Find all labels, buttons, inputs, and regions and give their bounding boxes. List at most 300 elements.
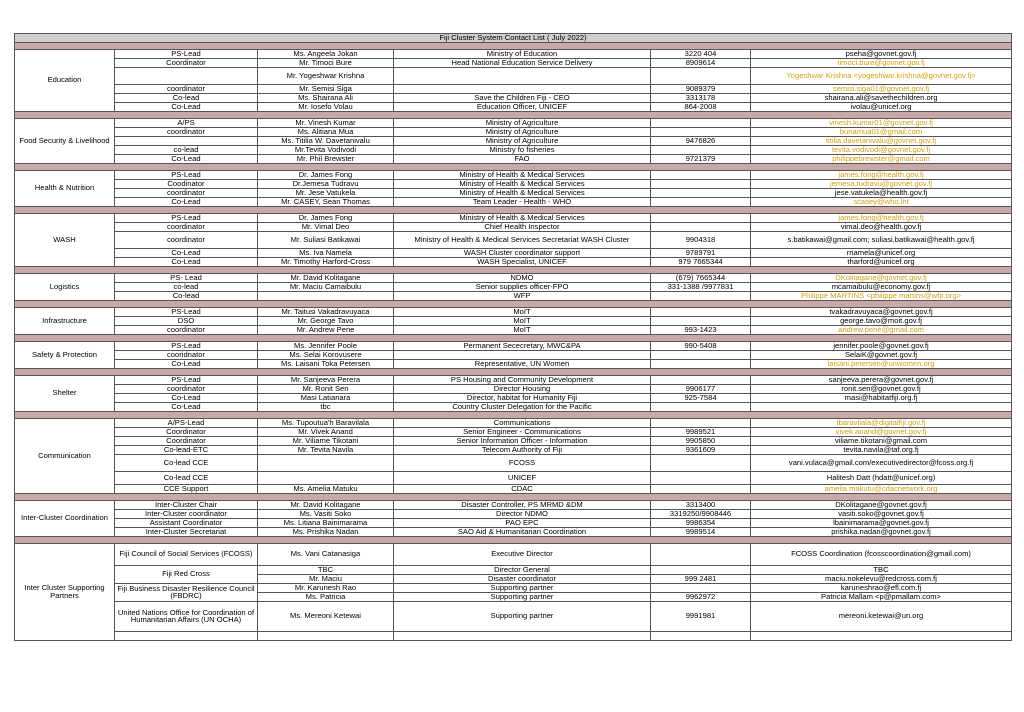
role-cell: Inter-Cluster coordinator <box>115 509 258 518</box>
email-cell: james.fong@health.gov.fj <box>751 170 1012 179</box>
role-cell: Co-Lead <box>115 393 258 402</box>
name-cell: Ms. Mereoni Ketewai <box>258 601 394 631</box>
phone-cell <box>651 471 751 484</box>
email-cell: amelia.makutu@cdacnetwork.org <box>751 484 1012 493</box>
empty-cell <box>751 631 1012 640</box>
cluster-name: Safety & Protection <box>15 341 115 368</box>
phone-cell: 9986354 <box>651 518 751 527</box>
contact-row <box>15 359 1012 368</box>
phone-cell <box>651 454 751 471</box>
contact-row <box>15 213 1012 222</box>
partner-row <box>15 601 1012 631</box>
email-cell: shairana.ali@savethechildren.org <box>751 93 1012 102</box>
role-cell: Co-lead CCE <box>115 471 258 484</box>
partner-row <box>15 543 1012 565</box>
role-cell: A/PS-Lead <box>115 418 258 427</box>
email-cell: tvakadravuyaca@govnet.gov.fj <box>751 307 1012 316</box>
contact-row <box>15 402 1012 411</box>
separator-cell <box>15 266 1012 273</box>
org-cell: Ministry of Education <box>394 49 651 58</box>
separator-cell <box>15 163 1012 170</box>
email-cell: rnamela@unicef.org <box>751 248 1012 257</box>
contact-row <box>15 471 1012 484</box>
cluster-name: Education <box>15 49 115 111</box>
org-cell: Team Leader - Health - WHO <box>394 197 651 206</box>
phone-cell <box>651 583 751 592</box>
role-cell: Coordinator <box>115 58 258 67</box>
phone-cell: 9989514 <box>651 527 751 536</box>
contact-row <box>15 154 1012 163</box>
separator-cell <box>15 42 1012 49</box>
phone-cell: 990-5408 <box>651 341 751 350</box>
org-cell: Ministry of Health & Medical Services <box>394 179 651 188</box>
separator-cell <box>15 111 1012 118</box>
cluster-name: Infrastructure <box>15 307 115 334</box>
email-cell: vinesh.kumar01@govnet.gov.fj <box>751 118 1012 127</box>
role-cell: Co-Lead <box>115 197 258 206</box>
phone-cell: 9962972 <box>651 592 751 601</box>
partner-row <box>15 583 1012 592</box>
name-cell: Ms. Alitiana Mua <box>258 127 394 136</box>
contact-row <box>15 445 1012 454</box>
name-cell: Ms. Prishika Nadan <box>258 527 394 536</box>
org-cell: Representative, UN Women <box>394 359 651 368</box>
phone-cell: 9991981 <box>651 601 751 631</box>
phone-cell <box>651 145 751 154</box>
email-cell: vasiti.soko@govnet.gov.fj <box>751 509 1012 518</box>
contact-row <box>15 179 1012 188</box>
org-cell: Save the Children Fiji - CEO <box>394 93 651 102</box>
email-cell: TBC <box>751 565 1012 574</box>
name-cell: Mr. David Kolitagane <box>258 273 394 282</box>
org-cell: PAO EPC <box>394 518 651 527</box>
role-cell: coordinator <box>115 188 258 197</box>
contact-row <box>15 93 1012 102</box>
contact-row <box>15 273 1012 282</box>
contact-row <box>15 418 1012 427</box>
name-cell: Dr.Jemesa Tudravu <box>258 179 394 188</box>
title-row <box>15 34 1012 43</box>
empty-cell <box>115 631 258 640</box>
role-cell: Inter-Cluster Secretariat <box>115 527 258 536</box>
phone-cell: 9904318 <box>651 231 751 248</box>
phone-cell <box>651 197 751 206</box>
phone-cell: 9989521 <box>651 427 751 436</box>
org-cell: Director, habitat for Humanity Fiji <box>394 393 651 402</box>
name-cell: Mr. Viliame Tikotani <box>258 436 394 445</box>
partner-org-name: United Nations Office for Coordination of Humanitarian Affairs (UN OCHA) <box>115 601 258 631</box>
role-cell: Co-lead <box>115 93 258 102</box>
org-cell: Head National Education Service Delivery <box>394 58 651 67</box>
name-cell: Mr. Andrew Pene <box>258 325 394 334</box>
contact-row <box>15 248 1012 257</box>
name-cell: Mr. Iosefo Volau <box>258 102 394 111</box>
phone-cell: 3319250/9908446 <box>651 509 751 518</box>
cluster-separator <box>15 536 1012 543</box>
email-cell: scasey@who.int <box>751 197 1012 206</box>
org-cell: Ministry of Agriculture <box>394 118 651 127</box>
org-cell: Director NDMO <box>394 509 651 518</box>
org-cell: Disaster coordinator <box>394 574 651 583</box>
phone-cell: 9721379 <box>651 154 751 163</box>
phone-cell <box>651 291 751 300</box>
phone-cell <box>651 402 751 411</box>
email-cell: semisi.siga01@govnet.gov.fj <box>751 84 1012 93</box>
email-cell: philippebrewster@gmail.com <box>751 154 1012 163</box>
contact-row <box>15 58 1012 67</box>
contact-row <box>15 188 1012 197</box>
email-cell: karuneshrao@efl.com.fj <box>751 583 1012 592</box>
org-cell: Chief Health Inspector <box>394 222 651 231</box>
contact-row <box>15 127 1012 136</box>
org-cell: CDAC <box>394 484 651 493</box>
phone-cell <box>651 67 751 84</box>
name-cell: Dr. James Fong <box>258 213 394 222</box>
role-cell: cooridnator <box>115 350 258 359</box>
role-cell: DSO <box>115 316 258 325</box>
role-cell: coordinator <box>115 231 258 248</box>
role-cell: co-lead <box>115 282 258 291</box>
contact-row <box>15 136 1012 145</box>
org-cell <box>394 67 651 84</box>
contact-row <box>15 257 1012 266</box>
cluster-name: Logistics <box>15 273 115 300</box>
email-cell: ronit.sen@govnet.gov.fj <box>751 384 1012 393</box>
org-cell: Senior Engineer - Communications <box>394 427 651 436</box>
contact-row <box>15 454 1012 471</box>
partners-group-name: Inter Cluster Supporting Partners <box>15 543 115 640</box>
org-cell: Permanent Sececretary, MWC&PA <box>394 341 651 350</box>
phone-cell <box>651 565 751 574</box>
phone-cell <box>651 127 751 136</box>
phone-cell: 3313400 <box>651 500 751 509</box>
empty-row <box>15 631 1012 640</box>
role-cell: coordinator <box>115 222 258 231</box>
email-cell: vimal.deo@health.gov.fj <box>751 222 1012 231</box>
phone-cell: 9789791 <box>651 248 751 257</box>
role-cell: coordinator <box>115 127 258 136</box>
email-cell: maciu.nokelevu@redcross.com.fj <box>751 574 1012 583</box>
cluster-separator <box>15 206 1012 213</box>
contact-list-sheet <box>14 33 1012 641</box>
role-cell: coordinator <box>115 325 258 334</box>
role-cell: Co-Lead <box>115 402 258 411</box>
role-cell: Assistant Coordinator <box>115 518 258 527</box>
cluster-separator <box>15 111 1012 118</box>
role-cell: PS- Lead <box>115 273 258 282</box>
name-cell <box>258 471 394 484</box>
cluster-name: WASH <box>15 213 115 266</box>
email-cell: FCOSS Coordination (fcosscoordination@gmail.com) <box>751 543 1012 565</box>
org-cell: Senior Information Officer - Information <box>394 436 651 445</box>
contact-row <box>15 527 1012 536</box>
org-cell: Education Officer, UNICEF <box>394 102 651 111</box>
cluster-name: Inter-Cluster Coordination <box>15 500 115 536</box>
role-cell: A/PS <box>115 118 258 127</box>
empty-cell <box>258 631 394 640</box>
name-cell: Mr. Taitusi Vakadravuyaca <box>258 307 394 316</box>
role-cell: coordinator <box>115 384 258 393</box>
phone-cell: 3313178 <box>651 93 751 102</box>
partner-row <box>15 565 1012 574</box>
name-cell: Mr. Vivek Anand <box>258 427 394 436</box>
partner-org-name: Fiji Council of Social Services (FCOSS) <box>115 543 258 565</box>
contact-row <box>15 316 1012 325</box>
contact-row <box>15 427 1012 436</box>
org-cell: WASH Cluster coordinator support <box>394 248 651 257</box>
cluster-name: Health & Nutrition <box>15 170 115 206</box>
org-cell: FAO <box>394 154 651 163</box>
name-cell: Ms. Vani Catanasiga <box>258 543 394 565</box>
phone-cell <box>651 484 751 493</box>
role-cell <box>115 67 258 84</box>
contact-row <box>15 145 1012 154</box>
phone-cell: 9361609 <box>651 445 751 454</box>
name-cell: Mr.Tevita Vodivodi <box>258 145 394 154</box>
name-cell: Mr. Ronit Sen <box>258 384 394 393</box>
contact-row <box>15 484 1012 493</box>
phone-cell: 9906177 <box>651 384 751 393</box>
separator-cell <box>15 411 1012 418</box>
name-cell: Ms. Amelia Matuku <box>258 484 394 493</box>
name-cell: Masi Latianara <box>258 393 394 402</box>
email-cell: timoci.bure@govnet.gov.fj <box>751 58 1012 67</box>
org-cell: Ministry of Health & Medical Services <box>394 188 651 197</box>
contact-row <box>15 341 1012 350</box>
separator-cell <box>15 206 1012 213</box>
contact-row <box>15 49 1012 58</box>
phone-cell: 999 2481 <box>651 574 751 583</box>
role-cell: Co-lead-ETC <box>115 445 258 454</box>
email-cell: george.tavo@moit.gov.fj <box>751 316 1012 325</box>
contact-row <box>15 231 1012 248</box>
role-cell: Co-Lead <box>115 154 258 163</box>
org-cell: Supporting partner <box>394 592 651 601</box>
contact-row <box>15 393 1012 402</box>
separator-cell <box>15 493 1012 500</box>
org-cell <box>394 350 651 359</box>
phone-cell <box>651 543 751 565</box>
name-cell: tbc <box>258 402 394 411</box>
name-cell: TBC <box>258 565 394 574</box>
role-cell: Co-lead CCE <box>115 454 258 471</box>
empty-cell <box>651 631 751 640</box>
org-cell: PS Housing and Community Development <box>394 375 651 384</box>
contact-row <box>15 222 1012 231</box>
cluster-separator <box>15 493 1012 500</box>
name-cell: Ms. Titilia W. Davetanivalu <box>258 136 394 145</box>
phone-cell <box>651 213 751 222</box>
cluster-separator <box>15 300 1012 307</box>
contact-row <box>15 518 1012 527</box>
role-cell: PS-Lead <box>115 49 258 58</box>
email-cell: Yogeshwar Krishna <yogeshwar.krishna@govnet.gov.fj> <box>751 67 1012 84</box>
phone-cell: 3220 404 <box>651 49 751 58</box>
cluster-name: Food Security & Livelihood <box>15 118 115 163</box>
phone-cell: 864-2008 <box>651 102 751 111</box>
org-cell: UNICEF <box>394 471 651 484</box>
cluster-name: Communication <box>15 418 115 493</box>
org-cell: Disaster Controller, PS MRMD &DM <box>394 500 651 509</box>
separator-cell <box>15 536 1012 543</box>
org-cell: FCOSS <box>394 454 651 471</box>
phone-cell: 9476826 <box>651 136 751 145</box>
name-cell: Dr. James Fong <box>258 170 394 179</box>
name-cell: Mr. Suliasi Batikawai <box>258 231 394 248</box>
role-cell: PS-Lead <box>115 213 258 222</box>
email-cell: ivolau@unicef.org <box>751 102 1012 111</box>
email-cell: titilia.davetanivalu@govnet.gov.fj <box>751 136 1012 145</box>
email-cell: mereoni.ketewai@un.org <box>751 601 1012 631</box>
phone-cell: 925-7584 <box>651 393 751 402</box>
name-cell: Mr. George Tavo <box>258 316 394 325</box>
email-cell: sanjeeva.perera@govnet.gov.fj <box>751 375 1012 384</box>
role-cell: coordinator <box>115 84 258 93</box>
org-cell: Supporting partner <box>394 601 651 631</box>
contact-row <box>15 325 1012 334</box>
contact-row <box>15 375 1012 384</box>
email-cell: lbainimarama@govnet.gov.fj <box>751 518 1012 527</box>
phone-cell <box>651 118 751 127</box>
contact-row <box>15 118 1012 127</box>
email-cell: jese.vatukela@health.gov.fj <box>751 188 1012 197</box>
org-cell: MoIT <box>394 307 651 316</box>
name-cell: Ms. Jennifer Poole <box>258 341 394 350</box>
org-cell: Ministry of Health & Medical Services <box>394 213 651 222</box>
org-cell: Ministry of Health & Medical Services Secretariat WASH Cluster <box>394 231 651 248</box>
name-cell: Mr. Phil Brewster <box>258 154 394 163</box>
name-cell: Mr. Vinesh Kumar <box>258 118 394 127</box>
email-cell: tbaravilala@digitalfiji.gov.fj <box>751 418 1012 427</box>
email-cell: vivek.anand@govnet.gov.fj <box>751 427 1012 436</box>
org-cell: MoIT <box>394 316 651 325</box>
email-cell: jemesa.tudravu@govnet.gov.fj <box>751 179 1012 188</box>
name-cell: Mr. David Kolitagane <box>258 500 394 509</box>
cluster-separator <box>15 368 1012 375</box>
role-cell: PS-Lead <box>115 375 258 384</box>
name-cell: Mr. CASEY, Sean Thomas <box>258 197 394 206</box>
name-cell: Mr. Timothy Harford-Cross <box>258 257 394 266</box>
phone-cell <box>651 170 751 179</box>
name-cell: Mr. Semisi Siga <box>258 84 394 93</box>
contact-row <box>15 509 1012 518</box>
name-cell: Ms. Tupoutua'h Baravilala <box>258 418 394 427</box>
email-cell <box>751 402 1012 411</box>
name-cell: Mr. Timoci Bure <box>258 58 394 67</box>
contact-row <box>15 67 1012 84</box>
phone-cell <box>651 375 751 384</box>
org-cell: WFP <box>394 291 651 300</box>
contact-row <box>15 307 1012 316</box>
org-cell: NDMO <box>394 273 651 282</box>
phone-cell: 9089379 <box>651 84 751 93</box>
contact-row <box>15 84 1012 93</box>
contact-row <box>15 197 1012 206</box>
contact-row <box>15 384 1012 393</box>
email-cell: DKolitagane@govnet.gov.fj <box>751 273 1012 282</box>
phone-cell: 331-1388 /9977831 <box>651 282 751 291</box>
name-cell: Mr. Maciu <box>258 574 394 583</box>
org-cell: SAO Aid & Humanitarian Coordination <box>394 527 651 536</box>
cluster-separator <box>15 334 1012 341</box>
org-cell: Ministry of Agriculture <box>394 136 651 145</box>
role-cell: Coordinator <box>115 436 258 445</box>
email-cell: mcamaibulu@economy.gov.fj <box>751 282 1012 291</box>
role-cell: PS-Lead <box>115 170 258 179</box>
org-cell <box>394 84 651 93</box>
name-cell: Mr. Maciu Camaibulu <box>258 282 394 291</box>
phone-cell: 9905850 <box>651 436 751 445</box>
org-cell: Ministry of Health & Medical Services <box>394 170 651 179</box>
org-cell: Country Cluster Delegation for the Pacific <box>394 402 651 411</box>
email-cell: prishika.nadan@govnet.gov.fj <box>751 527 1012 536</box>
partner-org-name: Fiji Business Disaster Resilience Council (FBDRC) <box>115 583 258 601</box>
name-cell <box>258 454 394 471</box>
separator-cell <box>15 334 1012 341</box>
name-cell: Mr. Vimal Deo <box>258 222 394 231</box>
contact-row <box>15 500 1012 509</box>
cluster-separator <box>15 42 1012 49</box>
email-cell: tevita.vodivodi@govnet.gov.fj <box>751 145 1012 154</box>
contact-row <box>15 102 1012 111</box>
email-cell: SelaiK@govnet.gov.fj <box>751 350 1012 359</box>
role-cell: Coodinator <box>115 179 258 188</box>
phone-cell <box>651 316 751 325</box>
role-cell: Inter-Cluster Chair <box>115 500 258 509</box>
phone-cell: (679) 7665344 <box>651 273 751 282</box>
role-cell: CCE Support <box>115 484 258 493</box>
partner-org-name: Fiji Red Cross <box>115 565 258 583</box>
phone-cell <box>651 179 751 188</box>
name-cell: Ms. Vasiti Soko <box>258 509 394 518</box>
cluster-name: Shelter <box>15 375 115 411</box>
separator-cell <box>15 300 1012 307</box>
email-cell: Halitesh Datt (hdatt@unicef.org) <box>751 471 1012 484</box>
email-cell: Philippe MARTINS <philippe.martins@wfp.org> <box>751 291 1012 300</box>
name-cell: Ms. Laisani Toka Petersen <box>258 359 394 368</box>
org-cell: Ministry fo fisheries <box>394 145 651 154</box>
separator-cell <box>15 368 1012 375</box>
email-cell: DKolitagane@govnet.gov.fj <box>751 500 1012 509</box>
org-cell: Communications <box>394 418 651 427</box>
email-cell: masi@habitatfiji.org.fj <box>751 393 1012 402</box>
role-cell: PS-Lead <box>115 341 258 350</box>
role-cell: co-lead <box>115 145 258 154</box>
phone-cell <box>651 307 751 316</box>
org-cell: Director Housing <box>394 384 651 393</box>
email-cell: pseha@govnet.gov.fj <box>751 49 1012 58</box>
role-cell: PS-Lead <box>115 307 258 316</box>
email-cell: bunamua01@gmail.com <box>751 127 1012 136</box>
role-cell: Co-Lead <box>115 102 258 111</box>
email-cell: viliame.tikotani@gmail.com <box>751 436 1012 445</box>
sheet-title: Fiji Cluster System Contact List ( July 2022) <box>15 34 1012 43</box>
cluster-separator <box>15 163 1012 170</box>
name-cell: Ms. Iva Namela <box>258 248 394 257</box>
role-cell <box>115 136 258 145</box>
email-cell: s.batikawai@gmail.com; suliasi.batikawai@health.gov.fj <box>751 231 1012 248</box>
org-cell: Senior supplies officer-FPO <box>394 282 651 291</box>
phone-cell <box>651 350 751 359</box>
name-cell: Mr. Jese Vatukela <box>258 188 394 197</box>
name-cell: Mr. Karunesh Rao <box>258 583 394 592</box>
role-cell: Co-Lead <box>115 257 258 266</box>
email-cell: vani.vulaca@gmail.com/executivedirector@fcoss.org.fj <box>751 454 1012 471</box>
email-cell: tharford@unicef.org <box>751 257 1012 266</box>
name-cell: Mr. Sanjeeva Perera <box>258 375 394 384</box>
cluster-separator <box>15 266 1012 273</box>
org-cell: Executive Director <box>394 543 651 565</box>
